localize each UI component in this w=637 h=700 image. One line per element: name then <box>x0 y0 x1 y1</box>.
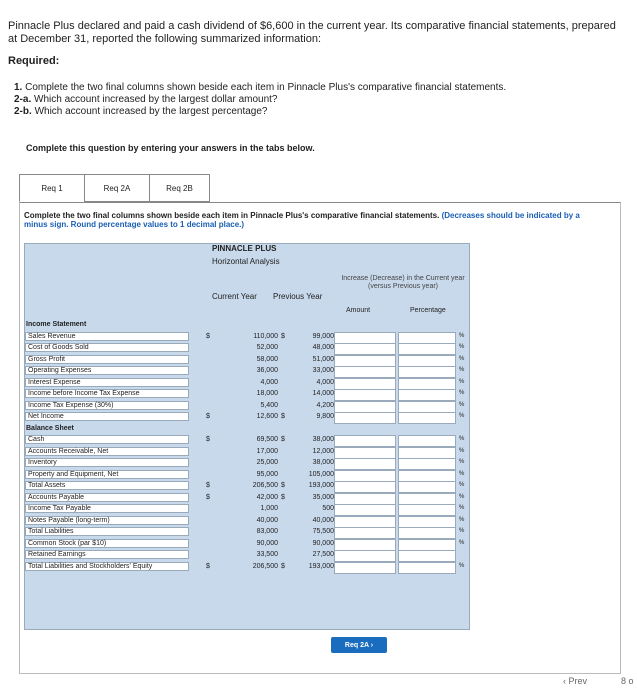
current-year-value: 69,500 <box>256 436 278 443</box>
previous-year-value: 35,000 <box>312 493 334 501</box>
row-label: Inventory <box>25 458 189 467</box>
dollar-sign: $ <box>206 482 210 489</box>
current-year-value: 206,500 <box>252 562 278 570</box>
table-row <box>24 481 468 493</box>
current-year-value: 40,000 <box>256 516 278 524</box>
percentage-input[interactable] <box>398 527 456 539</box>
current-year-value: 17,000 <box>256 447 278 455</box>
table-row <box>24 493 468 505</box>
percentage-input[interactable] <box>398 539 456 551</box>
amount-input[interactable] <box>334 389 396 401</box>
percentage-input[interactable] <box>398 447 456 459</box>
percentage-input[interactable] <box>398 481 456 493</box>
previous-year-value: 12,000 <box>312 447 334 455</box>
requirements-list <box>14 82 506 118</box>
amount-input[interactable] <box>334 366 396 378</box>
row-label: Balance Sheet <box>26 424 74 432</box>
table-body <box>24 320 468 573</box>
previous-year-value: 48,000 <box>312 344 334 351</box>
column-header-amount: Amount <box>346 307 371 314</box>
percentage-input[interactable] <box>398 562 456 574</box>
current-year-value: 83,000 <box>256 528 278 535</box>
dollar-sign: $ <box>281 482 285 489</box>
row-label: Operating Expenses <box>25 366 189 375</box>
percentage-input[interactable] <box>398 378 456 390</box>
amount-input[interactable] <box>334 470 396 482</box>
row-label: Income Tax Payable <box>25 504 189 513</box>
table-row <box>24 378 468 390</box>
percent-sign: % <box>459 390 465 396</box>
current-year-value: 52,000 <box>256 344 278 351</box>
percent-sign: % <box>459 516 465 523</box>
next-req-button[interactable]: Req 2A › <box>331 637 387 653</box>
panel-instruction: Complete the two final columns shown beside each item in Pinnacle Plus's comparative financial statements. (Decreases should be indicated by a minus sign. Round percentage values to 1 decimal place.) <box>24 211 580 229</box>
percent-sign: % <box>459 401 465 408</box>
tabs-instruction: Complete this question by entering your answers in the tabs below. <box>26 143 315 153</box>
row-label: Accounts Payable <box>25 493 189 502</box>
column-header-previous: Previous Year <box>273 292 323 301</box>
current-year-value: 18,000 <box>256 390 278 397</box>
company-name: PINNACLE PLUS <box>212 244 277 253</box>
amount-input[interactable] <box>334 343 396 355</box>
amount-input[interactable] <box>334 481 396 493</box>
dollar-sign: $ <box>206 332 210 340</box>
row-label: Gross Profit <box>25 355 189 364</box>
current-year-value: 4,000 <box>260 378 278 386</box>
amount-input[interactable] <box>334 435 396 447</box>
amount-input[interactable] <box>334 355 396 367</box>
previous-year-value: 9,800 <box>316 413 334 420</box>
current-year-value: 90,000 <box>256 539 278 547</box>
previous-year-value: 51,000 <box>312 355 334 363</box>
section-header-row <box>24 424 468 436</box>
percent-sign: % <box>459 562 465 569</box>
requirement-item: 2-a. Which account increased by the largest dollar amount? <box>14 94 278 105</box>
table-row <box>24 504 468 516</box>
table-row <box>24 435 468 447</box>
amount-input[interactable] <box>334 458 396 470</box>
dollar-sign: $ <box>281 332 285 340</box>
percentage-input[interactable] <box>398 401 456 413</box>
table-row <box>24 389 468 401</box>
percent-sign: % <box>459 539 465 546</box>
table-row <box>24 470 468 482</box>
percent-sign: % <box>459 378 465 385</box>
tab-req-1[interactable]: Req 1 <box>19 174 84 202</box>
current-year-value: 110,000 <box>253 332 278 340</box>
previous-year-value: 99,000 <box>312 332 334 340</box>
current-year-value: 36,000 <box>256 367 278 374</box>
section-header-row <box>24 320 468 332</box>
row-label: Total Liabilities <box>25 527 189 536</box>
row-label: Income Statement <box>26 321 87 328</box>
percentage-input[interactable] <box>398 470 456 482</box>
amount-input[interactable] <box>334 527 396 539</box>
dollar-sign: $ <box>281 436 285 443</box>
row-label: Notes Payable (long-term) <box>25 516 189 525</box>
percentage-input[interactable] <box>398 435 456 447</box>
row-label: Interest Expense <box>25 378 189 387</box>
dollar-sign: $ <box>281 413 285 420</box>
row-label: Net Income <box>25 412 189 421</box>
column-header-increase: Increase (Decrease) in the Current year (versus Previous year) <box>341 275 465 290</box>
percent-sign: % <box>459 459 465 465</box>
amount-input[interactable] <box>334 447 396 459</box>
row-label: Income before Income Tax Expense <box>25 389 189 398</box>
previous-year-value: 105,000 <box>308 470 334 478</box>
row-label: Property and Equipment, Net <box>25 470 189 479</box>
amount-input[interactable] <box>334 550 396 562</box>
previous-year-value: 38,000 <box>312 459 334 466</box>
amount-input[interactable] <box>334 332 396 344</box>
dollar-sign: $ <box>281 493 285 501</box>
current-year-value: 1,000 <box>260 505 278 512</box>
amount-input[interactable] <box>334 493 396 505</box>
percentage-input[interactable] <box>398 504 456 516</box>
dollar-sign: $ <box>206 413 210 420</box>
row-label: Cost of Goods Sold <box>25 343 189 352</box>
table-row <box>24 355 468 367</box>
table-row <box>24 412 468 424</box>
previous-year-value: 193,000 <box>308 482 334 489</box>
current-year-value: 12,600 <box>256 413 278 420</box>
percentage-input[interactable] <box>398 366 456 378</box>
percentage-input[interactable] <box>398 389 456 401</box>
row-label: Common Stock (par $10) <box>25 539 189 548</box>
amount-input[interactable] <box>334 401 396 413</box>
current-year-value: 33,500 <box>256 551 278 558</box>
percentage-input[interactable] <box>398 332 456 344</box>
percentage-input[interactable] <box>398 355 456 367</box>
percent-sign: % <box>459 505 465 511</box>
current-year-value: 206,500 <box>252 482 278 489</box>
table-row <box>24 401 468 413</box>
current-year-value: 25,000 <box>256 459 278 466</box>
previous-year-value: 40,000 <box>312 516 334 524</box>
percent-sign: % <box>459 482 465 488</box>
prev-button[interactable]: ‹ Prev <box>563 676 588 686</box>
current-year-value: 58,000 <box>256 355 278 363</box>
previous-year-value: 500 <box>322 505 334 512</box>
percent-sign: % <box>459 355 465 362</box>
previous-year-value: 33,000 <box>312 367 334 374</box>
row-label: Income Tax Expense (30%) <box>25 401 189 410</box>
table-row <box>24 539 468 551</box>
next-button[interactable]: 8 o <box>621 676 634 686</box>
table-subtitle: Horizontal Analysis <box>212 257 280 266</box>
requirement-item: 2-b. Which account increased by the largest percentage? <box>14 106 268 117</box>
row-label: Total Liabilities and Stockholders' Equity <box>25 562 189 571</box>
table-row <box>24 366 468 378</box>
table-row <box>24 343 468 355</box>
previous-year-value: 90,000 <box>312 539 334 547</box>
percent-sign: % <box>459 436 465 442</box>
amount-input[interactable] <box>334 378 396 390</box>
row-label: Cash <box>25 435 189 444</box>
tab-bar <box>19 174 210 202</box>
amount-input[interactable] <box>334 412 396 424</box>
percent-sign: % <box>459 493 465 500</box>
table-row <box>24 562 468 574</box>
current-year-value: 5,400 <box>260 401 278 409</box>
table-row <box>24 332 468 344</box>
previous-year-value: 27,500 <box>312 551 334 558</box>
percent-sign: % <box>459 344 465 350</box>
tab-req-2b[interactable]: Req 2B <box>149 174 210 202</box>
row-label: Total Assets <box>25 481 189 490</box>
problem-intro: Pinnacle Plus declared and paid a cash dividend of $6,600 in the current year. Its comparative financial statements, prepared at December 31, reported the following summarized information: <box>8 20 616 45</box>
amount-input[interactable] <box>334 562 396 574</box>
table-row <box>24 527 468 539</box>
percentage-input[interactable] <box>398 412 456 424</box>
percentage-input[interactable] <box>398 550 456 562</box>
tab-req-2a[interactable]: Req 2A <box>84 174 149 202</box>
amount-input[interactable] <box>334 504 396 516</box>
table-row <box>24 447 468 459</box>
percentage-input[interactable] <box>398 516 456 528</box>
percent-sign: % <box>459 470 465 477</box>
percentage-input[interactable] <box>398 458 456 470</box>
dollar-sign: $ <box>206 493 210 501</box>
column-header-percentage: Percentage <box>410 307 446 314</box>
current-year-value: 42,000 <box>256 493 278 501</box>
amount-input[interactable] <box>334 539 396 551</box>
table-row <box>24 550 468 562</box>
dollar-sign: $ <box>206 436 210 443</box>
previous-year-value: 4,200 <box>316 401 334 409</box>
percentage-input[interactable] <box>398 343 456 355</box>
percent-sign: % <box>459 367 465 373</box>
column-header-current: Current Year <box>212 292 257 301</box>
table-row <box>24 458 468 470</box>
dollar-sign: $ <box>281 562 285 570</box>
previous-year-value: 4,000 <box>316 378 334 386</box>
requirement-item: 1. Complete the two final columns shown beside each item in Pinnacle Plus's comparative financial statements. <box>14 82 507 93</box>
percent-sign: % <box>459 528 465 534</box>
current-year-value: 95,000 <box>256 470 278 478</box>
previous-year-value: 38,000 <box>312 436 334 443</box>
percentage-input[interactable] <box>398 493 456 505</box>
table-row <box>24 516 468 528</box>
percent-sign: % <box>459 447 465 454</box>
row-label: Accounts Receivable, Net <box>25 447 189 456</box>
amount-input[interactable] <box>334 516 396 528</box>
percent-sign: % <box>459 413 465 419</box>
previous-year-value: 75,500 <box>312 528 334 535</box>
dollar-sign: $ <box>206 562 210 570</box>
row-label: Sales Revenue <box>25 332 189 341</box>
percent-sign: % <box>459 332 465 339</box>
previous-year-value: 14,000 <box>312 390 334 397</box>
required-title: Required: <box>8 55 60 67</box>
row-label: Retained Earnings <box>25 550 189 559</box>
previous-year-value: 193,000 <box>308 562 334 570</box>
